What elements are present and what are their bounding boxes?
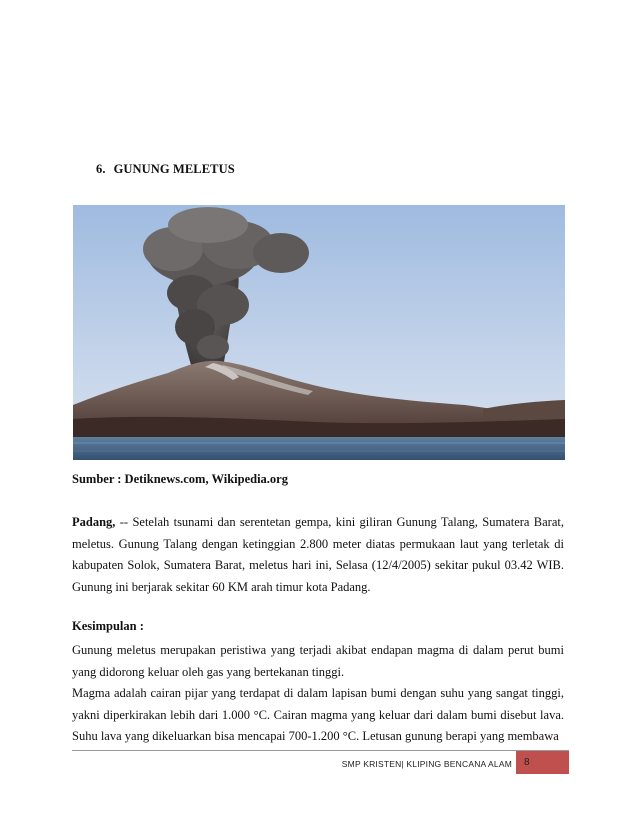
image-source-caption: Sumber : Detiknews.com, Wikipedia.org — [72, 472, 288, 486]
dateline: Padang, — [72, 515, 116, 529]
conclusion-line-1: Gunung meletus merupakan peristiwa yang terjadi akibat endapan magma di dalam perut bumi yang didorong keluar oleh gas yang bertekanan tinggi. — [72, 643, 564, 679]
section-title: GUNUNG MELETUS — [113, 162, 235, 176]
section-heading — [96, 162, 235, 177]
conclusion-line-2: Magma adalah cairan pijar yang terdapat di dalam lapisan bumi dengan suhu yang sangat tinggi, yakni diperkirakan lebih dari 1.000 °C. Cairan magma yang keluar dari dalam bumi disebut lava. Suhu lava yang dikeluarkan bisa mencapai 700-1.200 °C. Letusan gunung berapi yang membawa — [72, 686, 564, 743]
page-number: 8 — [524, 757, 530, 768]
section-number: 6. — [96, 162, 106, 176]
news-text: -- Setelah tsunami dan serentetan gempa, kini giliran Gunung Talang, Sumatera Barat, meletus. Gunung Talang dengan ketinggian 2.800 meter diatas permukaan laut yang terletak di kabupaten Solok, Sumatera Barat, meletus hari ini, Selasa (12/4/2005) sekitar pukul 03.42 WIB. Gunung ini berjarak sekitar 60 KM arah timur kota Padang. — [72, 515, 564, 594]
footer-title: SMP KRISTEN| KLIPING BENCANA ALAM — [341, 759, 512, 769]
footer-divider — [72, 750, 569, 751]
page-number-box — [516, 751, 569, 774]
conclusion-paragraph — [72, 640, 564, 748]
volcano-eruption-photo — [73, 205, 565, 460]
conclusion-heading: Kesimpulan : — [72, 619, 144, 633]
news-paragraph — [72, 512, 564, 598]
